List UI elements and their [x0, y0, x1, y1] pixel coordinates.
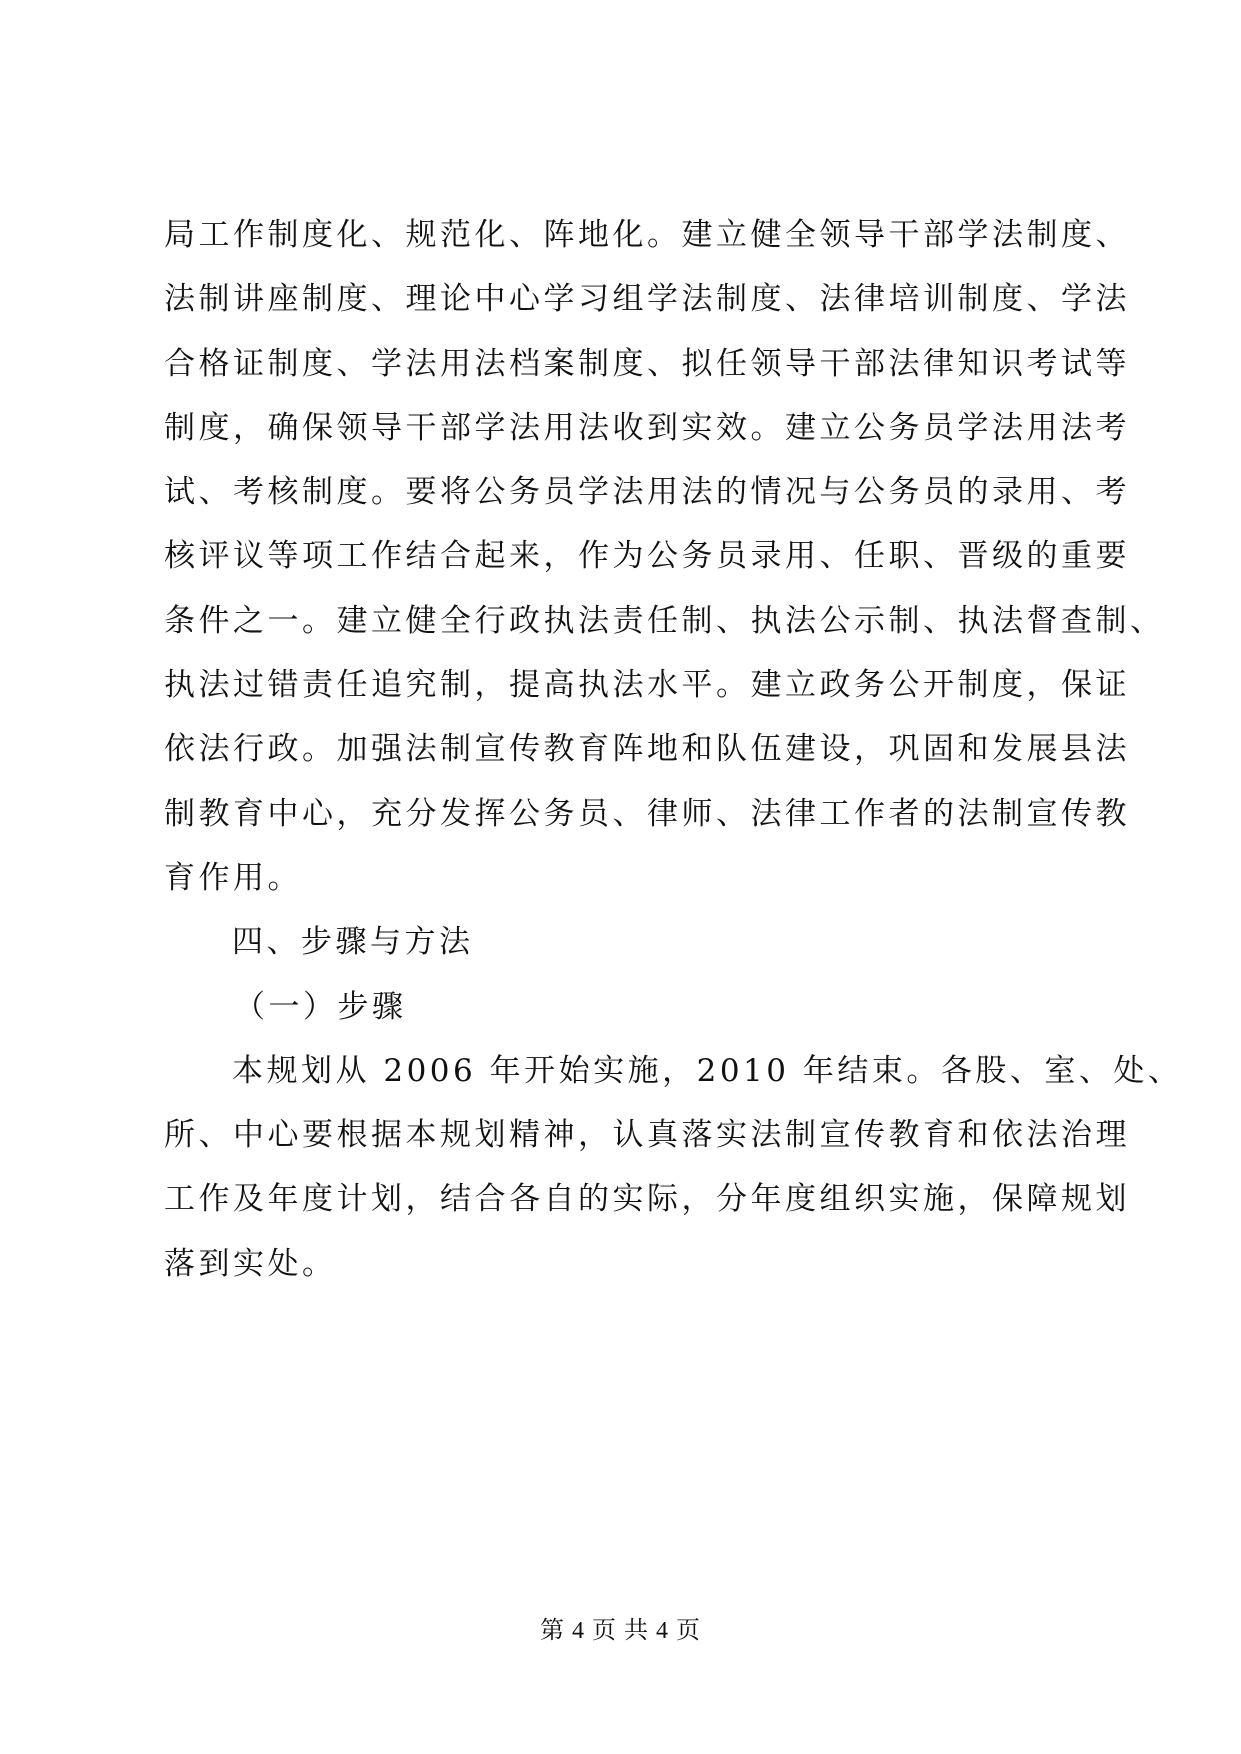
text-line: 试、考核制度。要将公务员学法用法的情况与公务员的录用、考 — [164, 474, 1130, 511]
text-line: 制度，确保领导干部学法用法收到实效。建立公务员学法用法考 — [164, 409, 1130, 446]
text-line: 执法过错责任追究制，提高执法水平。建立政务公开制度，保证 — [164, 667, 1130, 704]
text-line: 条件之一。建立健全行政执法责任制、执法公示制、执法督查制、 — [164, 602, 1165, 639]
body-text — [164, 203, 1183, 1296]
text-line: 核评议等项工作结合起来，作为公务员录用、任职、晋级的重要 — [164, 538, 1130, 575]
text-line: 育作用。 — [164, 859, 302, 896]
subsection-heading: （一）步骤 — [234, 988, 407, 1025]
text-line: 局工作制度化、规范化、阵地化。建立健全领导干部学法制度、 — [164, 217, 1130, 253]
text-line: 合格证制度、学法用法档案制度、拟任领导干部法律知识考试等 — [164, 345, 1130, 382]
page-footer: 第 4 页 共 4 页 — [540, 1618, 701, 1644]
text-line: 工作及年度计划，结合各自的实际，分年度组织实施，保障规划 — [164, 1181, 1130, 1218]
text-line: 法制讲座制度、理论中心学习组学法制度、法律培训制度、学法 — [164, 281, 1130, 318]
text-line: 落到实处。 — [164, 1245, 337, 1282]
text-line: 本规划从 2006 年开始实施，2010 年结束。各股、室、处、 — [232, 1052, 1183, 1089]
text-line: 依法行政。加强法制宣传教育阵地和队伍建设，巩固和发展县法 — [164, 731, 1130, 768]
text-line: 制教育中心，充分发挥公务员、律师、法律工作者的法制宣传教 — [164, 795, 1130, 832]
section-heading: 四、步骤与方法 — [232, 924, 474, 961]
text-line: 所、中心要根据本规划精神，认真落实法制宣传教育和依法治理 — [164, 1117, 1130, 1154]
